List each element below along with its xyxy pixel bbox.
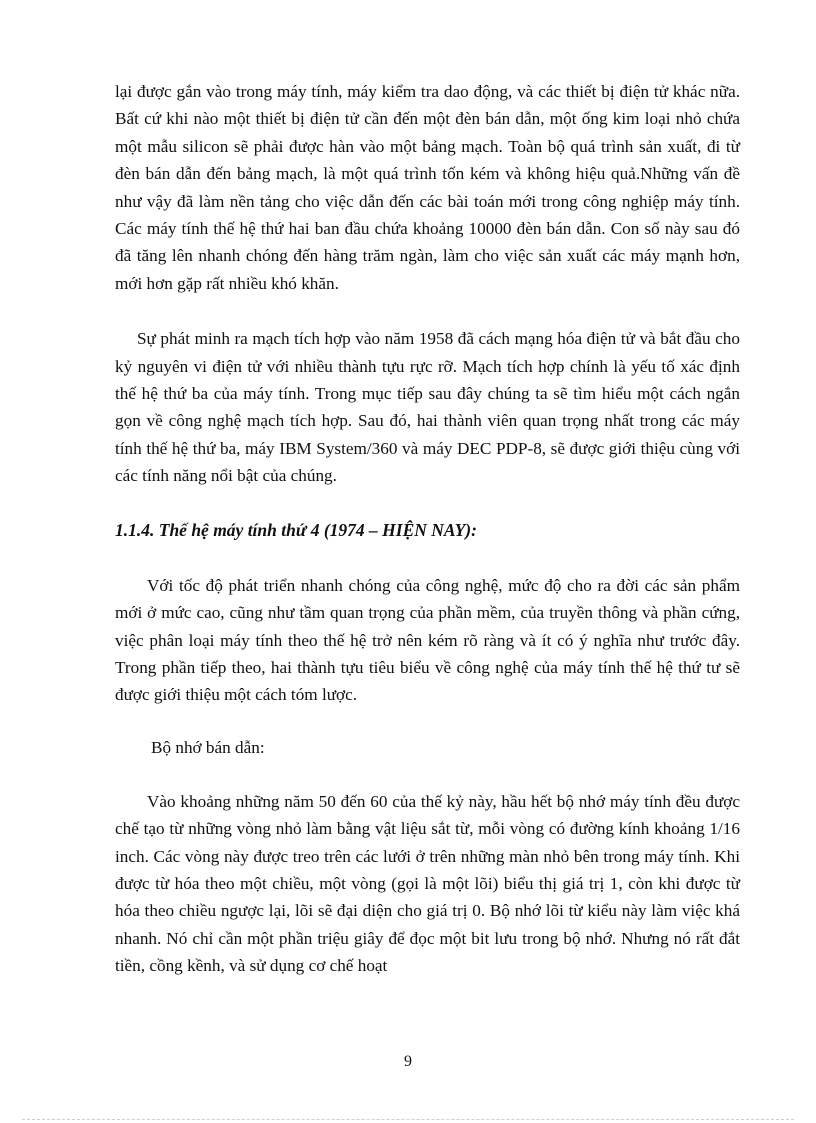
subheading-semiconductor-memory: Bộ nhớ bán dẫn: [151,737,265,757]
paragraph-integrated-circuit: Sự phát minh ra mạch tích hợp vào năm 1958 đã cách mạng hóa điện tử và bắt đầu cho kỷ nguyên vi điện tử với nhiều thành tựu rực rỡ. Mạch tích hợp chính là yếu tố xác định thế hệ thứ ba của máy tính. Trong mục tiếp sau đây chúng ta sẽ tìm hiểu một cách ngắn gọn về công nghệ mạch tích hợp. Sau đó, hai thành viên quan trọng nhất trong các máy tính thế hệ thứ ba, máy IBM System/360 và máy DEC PDP-8, sẽ được giới thiệu cùng với các tính năng nổi bật của chúng. [115,329,740,486]
paragraph-transistor-manufacturing: lại được gắn vào trong máy tính, máy kiểm tra dao động, và các thiết bị điện tử khác nữa. Bất cứ khi nào một thiết bị điện tử cần đến một đèn bán dẫn, một ống kim loại nhỏ chứa một mẫu silicon sẽ phải được hàn vào một bảng mạch. Toàn bộ quá trình sản xuất, đi từ đèn bán dẫn đến bảng mạch, là một quá trình tốn kém và không hiệu quả.Những vấn đề như vậy đã làm nền tảng cho việc dẫn đến các bài toán mới trong công nghiệp máy tính. Các máy tính thế hệ thứ hai ban đầu chứa khoảng 10000 đèn bán dẫn. Con số này sau đó đã tăng lên nhanh chóng đến hàng trăm ngàn, làm cho việc sản xuất các máy mạnh hơn, mới hơn gặp rất nhiều khó khăn. [115,82,740,293]
page-bottom-divider [22,1119,794,1120]
page-number: 9 [404,1053,412,1070]
paragraph-fourth-generation: Với tốc độ phát triển nhanh chóng của công nghệ, mức độ cho ra đời các sản phẩm mới ở mức cao, cũng như tầm quan trọng của phần mềm, của truyền thông và phần cứng, việc phân loại máy tính theo thế hệ trở nên kém rõ ràng và ít có ý nghĩa như trước đây. Trong phần tiếp theo, hai thành tựu tiêu biểu về công nghệ của máy tính thế hệ thứ tư sẽ được giới thiệu một cách tóm lược. [115,575,740,705]
section-heading: 1.1.4. Thế hệ máy tính thứ 4 (1974 – HIỆN NAY): [115,519,477,540]
paragraph-core-memory: Vào khoảng những năm 50 đến 60 của thế kỷ này, hầu hết bộ nhớ máy tính đều được chế tạo từ những vòng nhỏ làm bằng vật liệu sắt từ, mỗi vòng có đường kính khoảng 1/16 inch. Các vòng này được treo trên các lưới ở trên những màn nhỏ bên trong máy tính. Khi được từ hóa theo một chiều, một vòng (gọi là một lõi) biểu thị giá trị 1, còn khi được từ hóa theo chiều ngược lại, lõi sẽ đại diện cho giá trị 0. Bộ nhớ lõi từ kiểu này làm việc khá nhanh. Nó chỉ cần một phần triệu giây để đọc một bit lưu trong bộ nhớ. Nhưng nó rất đắt tiền, cồng kềnh, và sử dụng cơ chế hoạt [115,791,740,976]
page-body [115,78,740,980]
